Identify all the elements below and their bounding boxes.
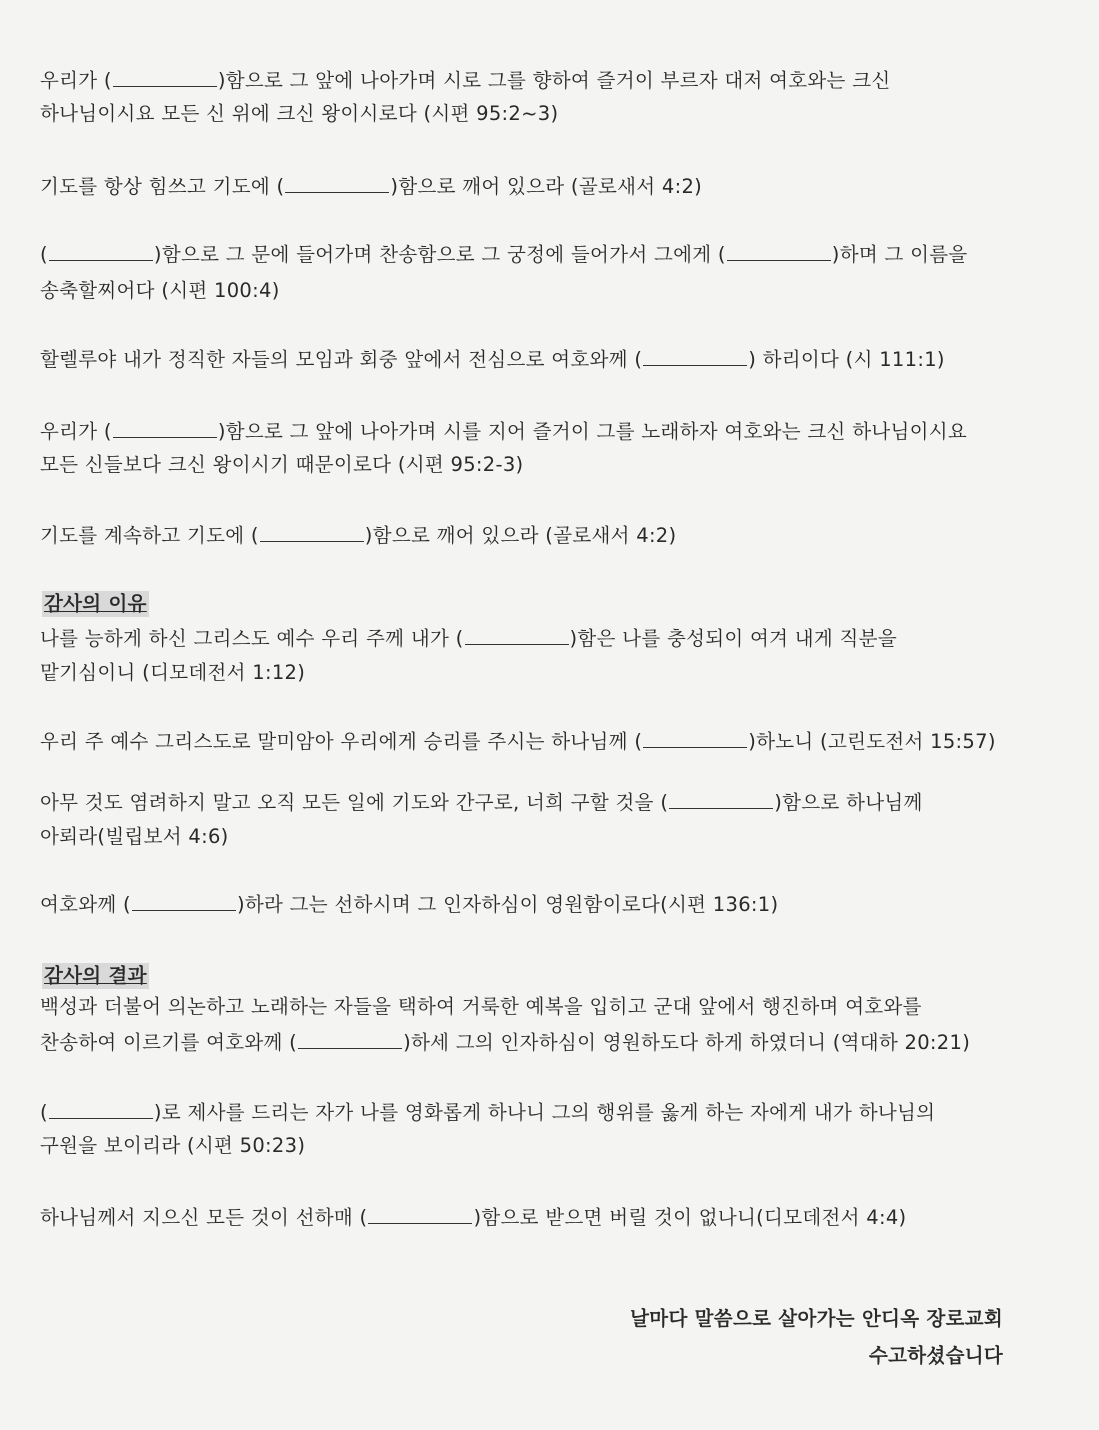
- verse-text: 우리가 (: [40, 420, 112, 443]
- verse-8-line-1: [40, 727, 996, 755]
- fill-in-blank[interactable]: [727, 240, 831, 261]
- verse-9-line-2: [40, 824, 229, 850]
- verse-text: )하라 그는 선하시며 그 인자하심이 영원함이로다(시편 136:1): [236, 893, 779, 916]
- fill-in-blank[interactable]: [643, 727, 747, 748]
- verse-text: )하며 그 이름을: [831, 243, 968, 266]
- verse-text: 여호와께 (: [40, 893, 131, 916]
- heading-results-of-thanks: 감사의 결과: [44, 964, 147, 987]
- verse-text: (: [40, 1101, 48, 1124]
- verse-text: 할렐루야 내가 정직한 자들의 모임과 회중 앞에서 전심으로 여호와께 (: [40, 348, 643, 371]
- fill-in-blank[interactable]: [49, 1098, 153, 1119]
- verse-3-line-2: [40, 278, 280, 304]
- fill-in-blank[interactable]: [368, 1203, 472, 1224]
- verse-text: 하나님께서 지으신 모든 것이 선하매 (: [40, 1206, 368, 1229]
- verse-13-line-1: [40, 1203, 906, 1231]
- verse-10-line-1: [40, 890, 778, 918]
- verse-12-line-1: [40, 1098, 935, 1126]
- verse-3-line-1: [40, 240, 968, 268]
- verse-text: 우리 주 예수 그리스도로 말미암아 우리에게 승리를 주시는 하나님께 (: [40, 730, 643, 753]
- closing-thanks: 수고하셨습니다: [869, 1344, 1003, 1367]
- verse-6-line-1: [40, 521, 676, 549]
- verse-text: )함으로 그 앞에 나아가며 시로 그를 향하여 즐거이 부르자 대저 여호와는 크신: [217, 69, 891, 92]
- verse-text: )함으로 그 문에 들어가며 찬송함으로 그 궁정에 들어가서 그에게 (: [153, 243, 726, 266]
- verse-text: 기도를 계속하고 기도에 (: [40, 524, 259, 547]
- verse-text: 백성과 더불어 의논하고 노래하는 자들을 택하여 거룩한 예복을 입히고 군대 앞에서 행진하며 여호와를: [40, 995, 922, 1018]
- verse-4-line-1: [40, 345, 945, 373]
- church-closing-line: 날마다 말씀으로 살아가는 안디옥 장로교회: [630, 1307, 1003, 1330]
- fill-in-blank[interactable]: [643, 345, 747, 366]
- verse-1-line-2: [40, 101, 558, 127]
- verse-text: )함으로 그 앞에 나아가며 시를 지어 즐거이 그를 노래하자 여호와는 크신 하나님이시요: [217, 420, 968, 443]
- verse-text: )함으로 깨어 있으라 (골로새서 4:2): [364, 524, 677, 547]
- verse-text: )함은 나를 충성되이 여겨 내게 직분을: [569, 627, 897, 650]
- fill-in-blank[interactable]: [465, 624, 569, 645]
- verse-text: 아뢰라(빌립보서 4:6): [40, 825, 229, 848]
- verse-text: 찬송하여 이르기를 여호와께 (: [40, 1031, 298, 1054]
- verse-5-line-2: [40, 452, 523, 478]
- fill-in-blank[interactable]: [298, 1028, 402, 1049]
- verse-text: ) 하리이다 (시 111:1): [748, 348, 945, 371]
- verse-text: (: [40, 243, 48, 266]
- verse-9-line-1: [40, 788, 923, 816]
- verse-text: 하나님이시요 모든 신 위에 크신 왕이시로다 (시편 95:2~3): [40, 102, 559, 125]
- verse-7-line-2: [40, 660, 305, 686]
- verse-text: 구원을 보이리라 (시편 50:23): [40, 1134, 306, 1157]
- fill-in-blank[interactable]: [49, 240, 153, 261]
- fill-in-blank[interactable]: [113, 417, 217, 438]
- verse-12-line-2: [40, 1133, 305, 1159]
- verse-text: )로 제사를 드리는 자가 나를 영화롭게 하나니 그의 행위를 옳게 하는 자에게 내가 하나님의: [153, 1101, 936, 1124]
- verse-5-line-1: [40, 417, 967, 445]
- fill-in-blank[interactable]: [113, 66, 217, 87]
- heading-reasons-of-thanks: 감사의 이유: [44, 592, 147, 615]
- verse-text: )함으로 받으면 버릴 것이 없나니(디모데전서 4:4): [473, 1206, 907, 1229]
- verse-text: )하노니 (고린도전서 15:57): [748, 730, 996, 753]
- verse-2-line-1: [40, 172, 702, 200]
- verse-1-line-1: [40, 66, 890, 94]
- verse-text: 우리가 (: [40, 69, 112, 92]
- fill-in-blank[interactable]: [669, 788, 773, 809]
- verse-text: 모든 신들보다 크신 왕이시기 때문이로다 (시편 95:2-3): [40, 453, 524, 476]
- verse-text: 송축할찌어다 (시편 100:4): [40, 279, 280, 302]
- verse-11-line-1: [40, 994, 922, 1020]
- verse-text: 맡기심이니 (디모데전서 1:12): [40, 661, 306, 684]
- verse-text: 나를 능하게 하신 그리스도 예수 우리 주께 내가 (: [40, 627, 464, 650]
- verse-7-line-1: [40, 624, 897, 652]
- fill-in-blank[interactable]: [132, 890, 236, 911]
- fill-in-blank[interactable]: [260, 521, 364, 542]
- verse-text: )하세 그의 인자하심이 영원하도다 하게 하였더니 (역대하 20:21): [403, 1031, 971, 1054]
- verse-text: )함으로 깨어 있으라 (골로새서 4:2): [390, 175, 703, 198]
- verse-text: 기도를 항상 힘쓰고 기도에 (: [40, 175, 285, 198]
- fill-in-blank[interactable]: [285, 172, 389, 193]
- verse-text: )함으로 하나님께: [774, 791, 923, 814]
- verse-11-line-2: [40, 1028, 970, 1056]
- verse-text: 아무 것도 염려하지 말고 오직 모든 일에 기도와 간구로, 너희 구할 것을 (: [40, 791, 669, 814]
